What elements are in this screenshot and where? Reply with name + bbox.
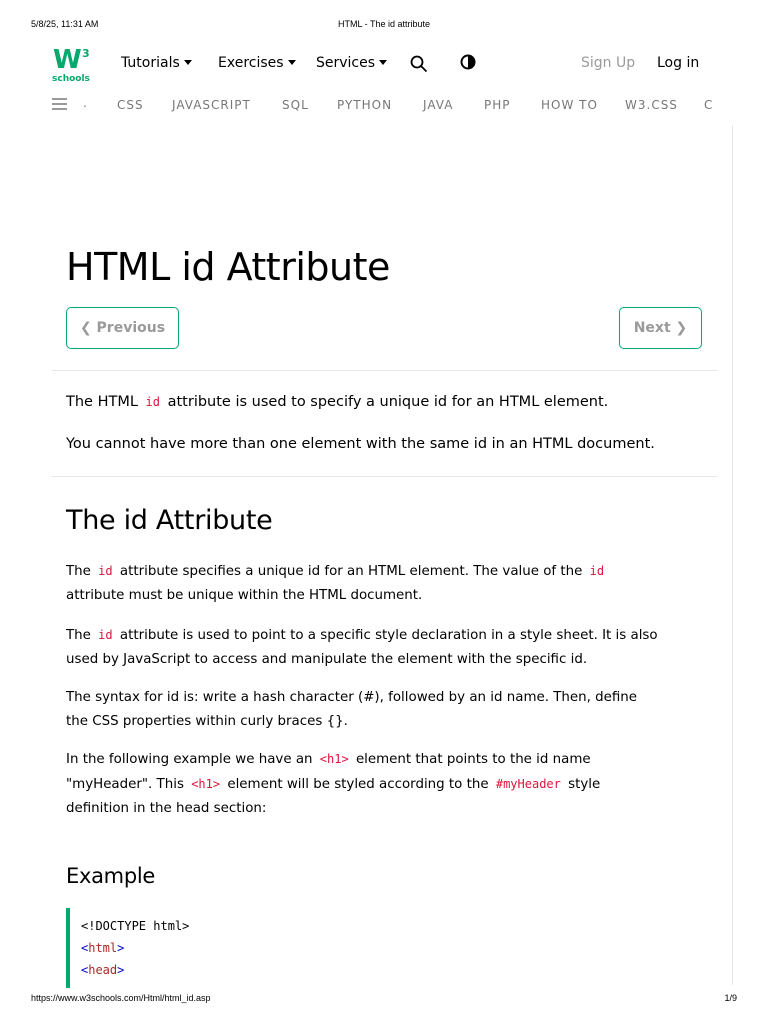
section-paragraph-3: The syntax for id is: write a hash character (#), followed by an id name. Then, define the CSS properties within curly braces {}. (66, 690, 638, 729)
intro-paragraph-1: The HTML id attribute is used to specify a unique id for an HTML element. (66, 394, 609, 410)
example-heading: Example (66, 864, 156, 888)
w3schools-logo[interactable] (51, 44, 91, 82)
content-divider (732, 125, 733, 985)
subnav-item-c[interactable]: C (704, 98, 714, 112)
previous-button[interactable]: ❮ Previous (66, 307, 179, 349)
print-url: https://www.w3schools.com/Html/html_id.asp (31, 993, 211, 1003)
code-line: <html> (81, 941, 125, 955)
inline-code: <h1> (319, 752, 349, 766)
inline-code: #myHeader (495, 777, 561, 791)
log-in-link[interactable]: Log in (657, 55, 700, 71)
example-code-accent (66, 908, 70, 988)
section-heading: The id Attribute (66, 505, 273, 536)
search-icon[interactable] (410, 55, 428, 77)
code-line: <!DOCTYPE html> (81, 919, 190, 933)
inline-code: id (98, 628, 113, 642)
svg-text:3: 3 (82, 47, 90, 60)
subnav-truncated-item[interactable]: . (83, 96, 87, 110)
divider (52, 476, 717, 477)
inline-code: id (98, 564, 113, 578)
code-line: <head> (81, 963, 125, 977)
exercises-menu[interactable] (218, 55, 296, 71)
inline-code: <h1> (191, 777, 221, 791)
contrast-icon[interactable] (460, 54, 476, 74)
subject-navigation (0, 96, 732, 118)
print-title: HTML - The id attribute (337, 19, 431, 29)
section-paragraph-1: The id attribute specifies a unique id for an HTML element. The value of the id attribute must be unique within the HTML document. (66, 559, 607, 608)
caret-down-icon (184, 60, 192, 65)
services-label: Services (316, 55, 376, 71)
print-page-number: 1/9 (724, 993, 737, 1003)
tutorials-menu[interactable] (121, 55, 192, 71)
section-paragraph-4: In the following example we have an <h1> element that points to the id name "myHeader". This <h1> element will be styled according to the #myHeader style definition in the head section: (66, 752, 601, 816)
top-navigation (0, 40, 768, 92)
subnav-item-sql[interactable]: SQL (282, 98, 309, 112)
subnav-item-w3css[interactable]: W3.CSS (625, 98, 678, 112)
subnav-item-php[interactable]: PHP (484, 98, 511, 112)
caret-down-icon (288, 60, 296, 65)
svg-text:W: W (53, 45, 82, 75)
subnav-item-how-to[interactable]: HOW TO (541, 98, 598, 112)
svg-text:schools: schools (52, 74, 90, 84)
subnav-item-javascript[interactable]: JAVASCRIPT (172, 98, 251, 112)
inline-code: id (589, 564, 605, 578)
caret-down-icon (379, 60, 387, 65)
sign-up-link[interactable]: Sign Up (581, 55, 636, 71)
page-title: HTML id Attribute (66, 245, 390, 289)
menu-icon[interactable] (52, 98, 67, 110)
divider (52, 370, 717, 371)
inline-code: id (145, 395, 160, 409)
intro-paragraph-2: You cannot have more than one element with the same id in an HTML document. (66, 436, 655, 452)
subnav-item-python[interactable]: PYTHON (337, 98, 393, 112)
subnav-item-css[interactable]: CSS (117, 98, 144, 112)
section-paragraph-2: The id attribute is used to point to a specific style declaration in a style sheet. It is also used by JavaScript to access and manipulate the element with the specific id. (66, 628, 658, 667)
services-menu[interactable] (316, 55, 387, 71)
next-button[interactable]: Next ❯ (619, 307, 702, 349)
exercises-label: Exercises (218, 55, 284, 71)
print-datetime: 5/8/25, 11:31 AM (31, 19, 99, 29)
subnav-item-java[interactable]: JAVA (423, 98, 454, 112)
tutorials-label: Tutorials (121, 55, 180, 71)
